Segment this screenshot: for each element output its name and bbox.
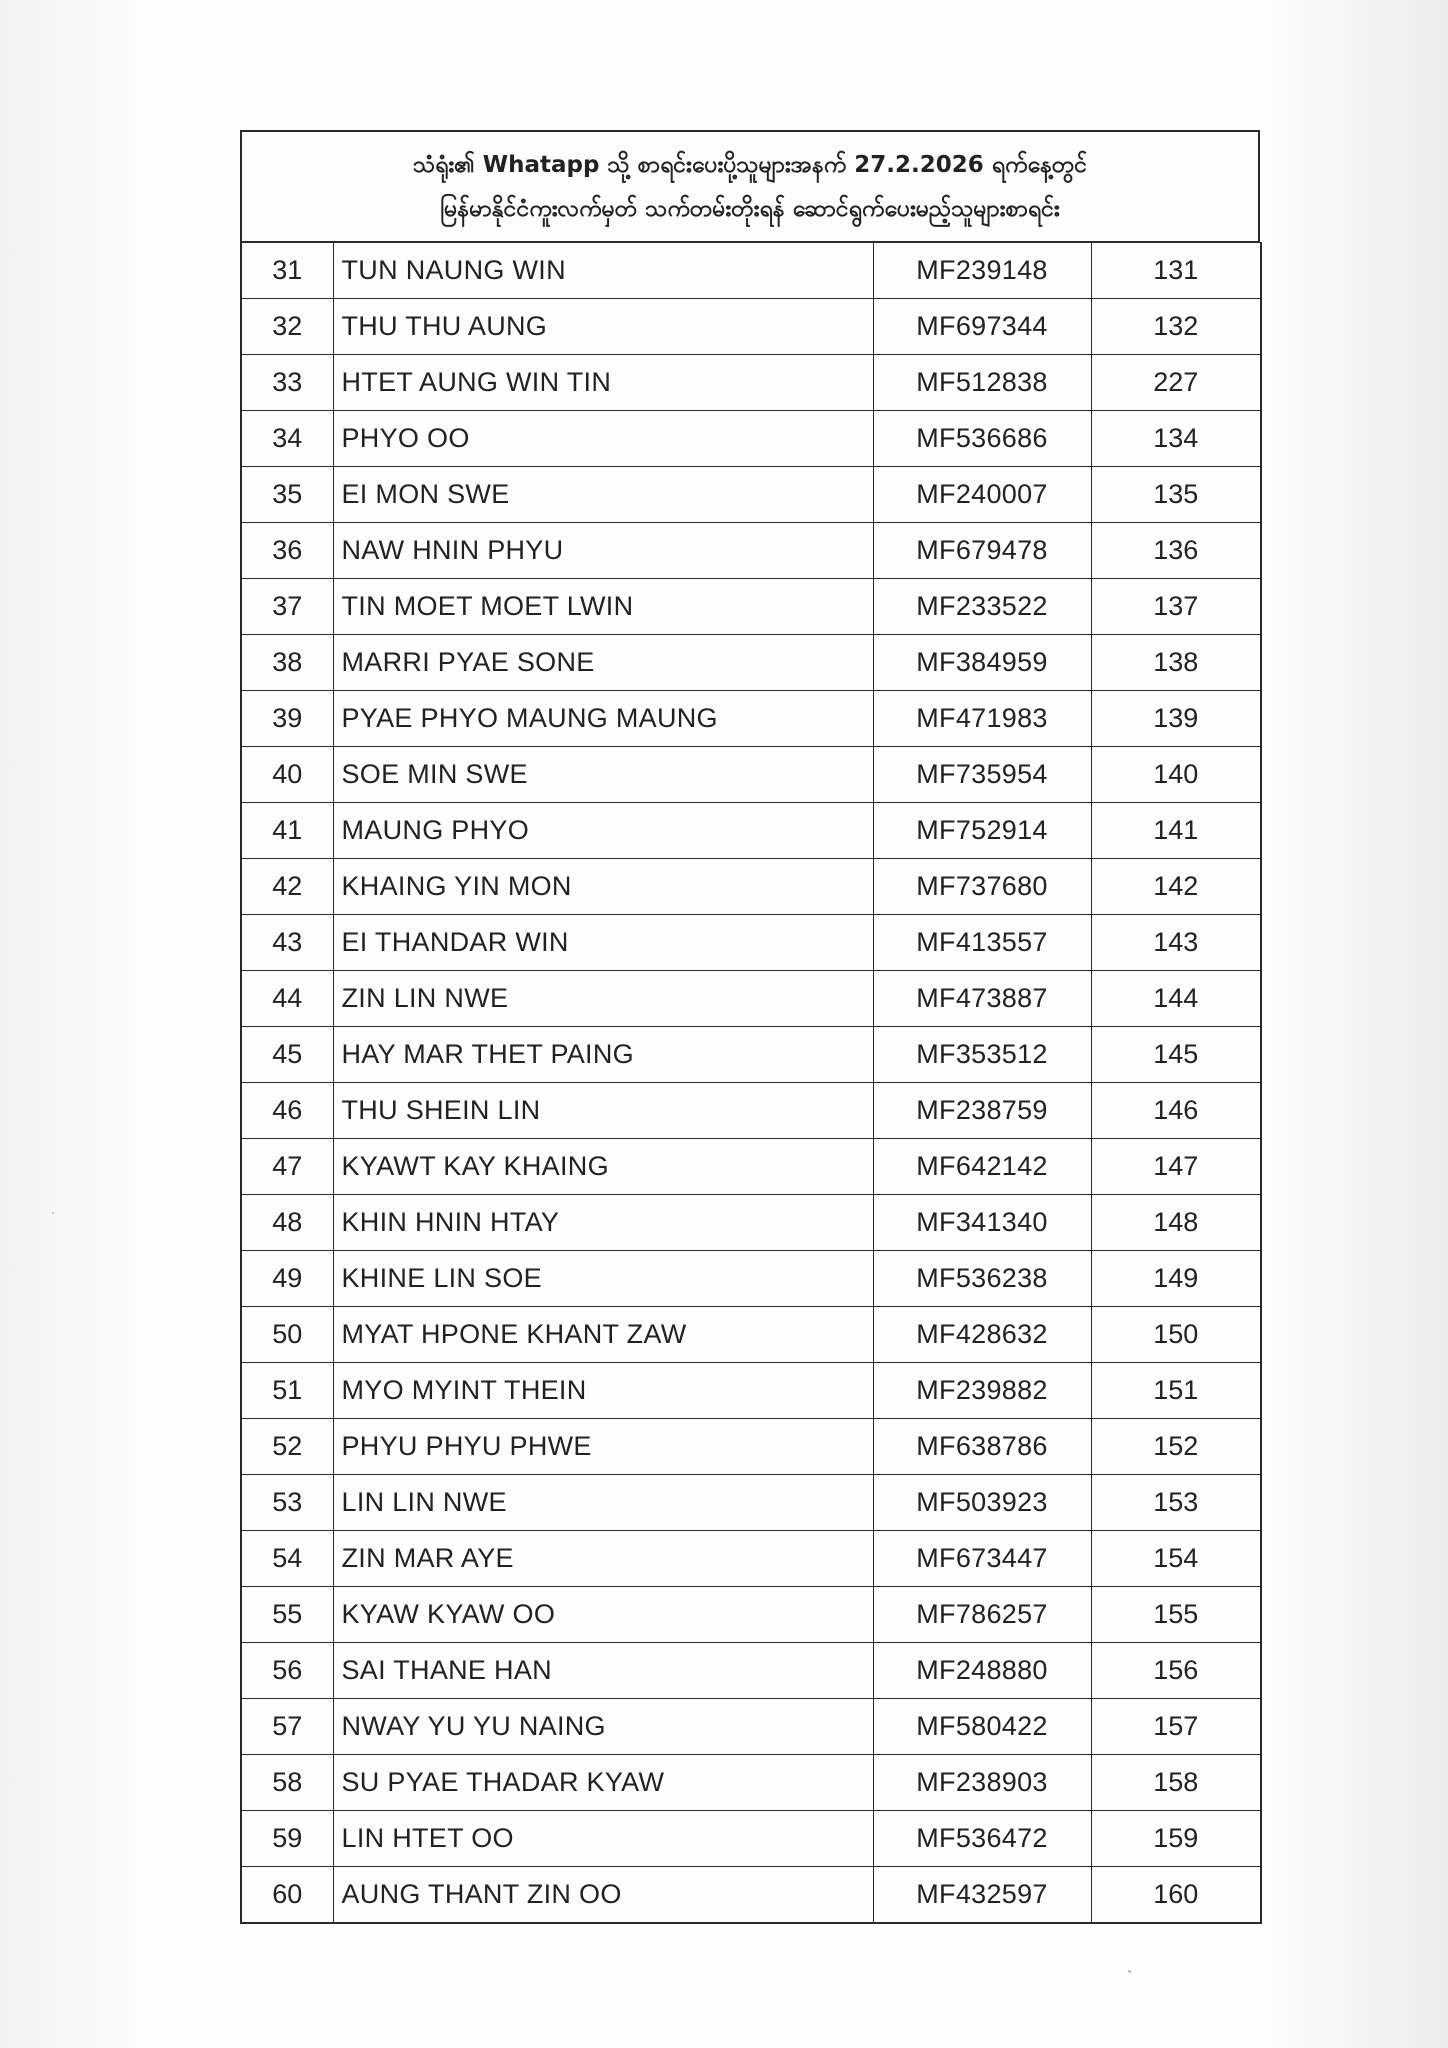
table-row — [241, 1755, 1261, 1811]
applicant-name: PHYU PHYU PHWE — [333, 1419, 873, 1475]
sequence-number: 227 — [1091, 355, 1261, 411]
applicant-name: SU PYAE THADAR KYAW — [333, 1755, 873, 1811]
applicant-name: MYO MYINT THEIN — [333, 1363, 873, 1419]
table-row — [241, 243, 1261, 299]
passport-number: MF786257 — [873, 1587, 1091, 1643]
sequence-number: 150 — [1091, 1307, 1261, 1363]
passport-number: MF471983 — [873, 691, 1091, 747]
sequence-number: 153 — [1091, 1475, 1261, 1531]
row-number: 34 — [241, 411, 333, 467]
scan-speck — [1128, 1970, 1131, 1973]
table-row — [241, 411, 1261, 467]
row-number: 35 — [241, 467, 333, 523]
table-row — [241, 1363, 1261, 1419]
passport-number: MF638786 — [873, 1419, 1091, 1475]
table-row — [241, 1587, 1261, 1643]
table-row — [241, 971, 1261, 1027]
row-number: 48 — [241, 1195, 333, 1251]
row-number: 49 — [241, 1251, 333, 1307]
applicant-name: TIN MOET MOET LWIN — [333, 579, 873, 635]
passport-number: MF580422 — [873, 1699, 1091, 1755]
sequence-number: 135 — [1091, 467, 1261, 523]
passport-number: MF238759 — [873, 1083, 1091, 1139]
sequence-number: 137 — [1091, 579, 1261, 635]
table-row — [241, 915, 1261, 971]
sequence-number: 154 — [1091, 1531, 1261, 1587]
table-row — [241, 523, 1261, 579]
row-number: 58 — [241, 1755, 333, 1811]
table-row — [241, 1419, 1261, 1475]
sequence-number: 157 — [1091, 1699, 1261, 1755]
sequence-number: 155 — [1091, 1587, 1261, 1643]
applicant-name: KYAWT KAY KHAING — [333, 1139, 873, 1195]
applicant-name: LIN HTET OO — [333, 1811, 873, 1867]
applicant-name: NWAY YU YU NAING — [333, 1699, 873, 1755]
passport-number: MF735954 — [873, 747, 1091, 803]
row-number: 36 — [241, 523, 333, 579]
passport-number: MF752914 — [873, 803, 1091, 859]
sequence-number: 149 — [1091, 1251, 1261, 1307]
applicant-name: HTET AUNG WIN TIN — [333, 355, 873, 411]
table-row — [241, 1027, 1261, 1083]
sequence-number: 152 — [1091, 1419, 1261, 1475]
sequence-number: 131 — [1091, 243, 1261, 299]
passport-number: MF536686 — [873, 411, 1091, 467]
passport-number: MF697344 — [873, 299, 1091, 355]
table-row — [241, 1139, 1261, 1195]
table-row — [241, 1083, 1261, 1139]
passport-number: MF642142 — [873, 1139, 1091, 1195]
passport-number: MF428632 — [873, 1307, 1091, 1363]
sequence-number: 140 — [1091, 747, 1261, 803]
applicant-name: ZIN LIN NWE — [333, 971, 873, 1027]
sequence-number: 143 — [1091, 915, 1261, 971]
scan-shadow-left — [0, 0, 160, 2048]
passport-number: MF473887 — [873, 971, 1091, 1027]
passport-number: MF341340 — [873, 1195, 1091, 1251]
row-number: 37 — [241, 579, 333, 635]
table-row — [241, 299, 1261, 355]
title-line-2: မြန်မာနိုင်ငံကူးလက်မှတ် သက်တမ်းတိုးရန် ဆောင်ရွက်ပေးမည့်သူများစာရင်း — [440, 195, 1060, 222]
row-number: 50 — [241, 1307, 333, 1363]
passport-number: MF503923 — [873, 1475, 1091, 1531]
applicant-name: KHIN HNIN HTAY — [333, 1195, 873, 1251]
table-row — [241, 859, 1261, 915]
sequence-number: 138 — [1091, 635, 1261, 691]
row-number: 59 — [241, 1811, 333, 1867]
passport-number: MF353512 — [873, 1027, 1091, 1083]
applicant-name: MAUNG PHYO — [333, 803, 873, 859]
sequence-number: 145 — [1091, 1027, 1261, 1083]
applicant-name: PHYO OO — [333, 411, 873, 467]
row-number: 31 — [241, 243, 333, 299]
table-row — [241, 1307, 1261, 1363]
document-header — [240, 130, 1260, 242]
passport-number: MF536472 — [873, 1811, 1091, 1867]
applicant-name: MYAT HPONE KHANT ZAW — [333, 1307, 873, 1363]
sequence-number: 147 — [1091, 1139, 1261, 1195]
row-number: 51 — [241, 1363, 333, 1419]
sequence-number: 160 — [1091, 1867, 1261, 1924]
passport-number: MF240007 — [873, 467, 1091, 523]
applicant-name: THU SHEIN LIN — [333, 1083, 873, 1139]
table-row — [241, 1251, 1261, 1307]
sequence-number: 132 — [1091, 299, 1261, 355]
passport-number: MF679478 — [873, 523, 1091, 579]
row-number: 47 — [241, 1139, 333, 1195]
row-number: 52 — [241, 1419, 333, 1475]
passport-number: MF413557 — [873, 915, 1091, 971]
table-row — [241, 467, 1261, 523]
passport-number: MF239882 — [873, 1363, 1091, 1419]
sequence-number: 144 — [1091, 971, 1261, 1027]
passport-number: MF737680 — [873, 859, 1091, 915]
row-number: 41 — [241, 803, 333, 859]
applicant-table-body — [241, 243, 1261, 1924]
passport-number: MF536238 — [873, 1251, 1091, 1307]
scan-shadow-right — [1258, 0, 1448, 2048]
passport-number: MF248880 — [873, 1643, 1091, 1699]
title-line-1: သံရုံး၏ Whatapp သို့ စာရင်းပေးပို့သူများအနက် 27.2.2026 ရက်နေ့တွင် — [412, 151, 1088, 178]
sequence-number: 134 — [1091, 411, 1261, 467]
sequence-number: 146 — [1091, 1083, 1261, 1139]
table-row — [241, 747, 1261, 803]
sequence-number: 136 — [1091, 523, 1261, 579]
row-number: 53 — [241, 1475, 333, 1531]
sequence-number: 151 — [1091, 1363, 1261, 1419]
row-number: 54 — [241, 1531, 333, 1587]
table-row — [241, 803, 1261, 859]
table-row — [241, 1811, 1261, 1867]
sequence-number: 156 — [1091, 1643, 1261, 1699]
row-number: 56 — [241, 1643, 333, 1699]
sequence-number: 159 — [1091, 1811, 1261, 1867]
applicant-name: KYAW KYAW OO — [333, 1587, 873, 1643]
applicant-name: KHAING YIN MON — [333, 859, 873, 915]
applicant-name: EI MON SWE — [333, 467, 873, 523]
row-number: 40 — [241, 747, 333, 803]
applicant-name: THU THU AUNG — [333, 299, 873, 355]
applicant-name: ZIN MAR AYE — [333, 1531, 873, 1587]
sequence-number: 148 — [1091, 1195, 1261, 1251]
passport-number: MF239148 — [873, 243, 1091, 299]
table-row — [241, 1643, 1261, 1699]
passport-number: MF512838 — [873, 355, 1091, 411]
table-row — [241, 1475, 1261, 1531]
sequence-number: 139 — [1091, 691, 1261, 747]
applicant-name: SOE MIN SWE — [333, 747, 873, 803]
row-number: 45 — [241, 1027, 333, 1083]
passport-number: MF238903 — [873, 1755, 1091, 1811]
row-number: 32 — [241, 299, 333, 355]
table-row — [241, 579, 1261, 635]
applicant-name: AUNG THANT ZIN OO — [333, 1867, 873, 1924]
applicant-name: NAW HNIN PHYU — [333, 523, 873, 579]
row-number: 38 — [241, 635, 333, 691]
applicant-name: LIN LIN NWE — [333, 1475, 873, 1531]
table-row — [241, 1867, 1261, 1924]
table-row — [241, 1195, 1261, 1251]
row-number: 43 — [241, 915, 333, 971]
row-number: 44 — [241, 971, 333, 1027]
row-number: 57 — [241, 1699, 333, 1755]
applicant-name: PYAE PHYO MAUNG MAUNG — [333, 691, 873, 747]
passport-number: MF432597 — [873, 1867, 1091, 1924]
row-number: 39 — [241, 691, 333, 747]
applicant-name: EI THANDAR WIN — [333, 915, 873, 971]
passport-number: MF384959 — [873, 635, 1091, 691]
applicant-name: HAY MAR THET PAING — [333, 1027, 873, 1083]
table-row — [241, 691, 1261, 747]
applicant-name: SAI THANE HAN — [333, 1643, 873, 1699]
table-row — [241, 355, 1261, 411]
row-number: 46 — [241, 1083, 333, 1139]
row-number: 33 — [241, 355, 333, 411]
document-sheet — [240, 130, 1260, 1924]
table-row — [241, 635, 1261, 691]
passport-number: MF673447 — [873, 1531, 1091, 1587]
applicant-table — [240, 242, 1262, 1924]
applicant-name: TUN NAUNG WIN — [333, 243, 873, 299]
passport-number: MF233522 — [873, 579, 1091, 635]
row-number: 60 — [241, 1867, 333, 1924]
scan-speck — [52, 1212, 54, 1214]
applicant-name: KHINE LIN SOE — [333, 1251, 873, 1307]
table-row — [241, 1699, 1261, 1755]
applicant-name: MARRI PYAE SONE — [333, 635, 873, 691]
sequence-number: 158 — [1091, 1755, 1261, 1811]
sequence-number: 142 — [1091, 859, 1261, 915]
row-number: 42 — [241, 859, 333, 915]
table-row — [241, 1531, 1261, 1587]
row-number: 55 — [241, 1587, 333, 1643]
sequence-number: 141 — [1091, 803, 1261, 859]
